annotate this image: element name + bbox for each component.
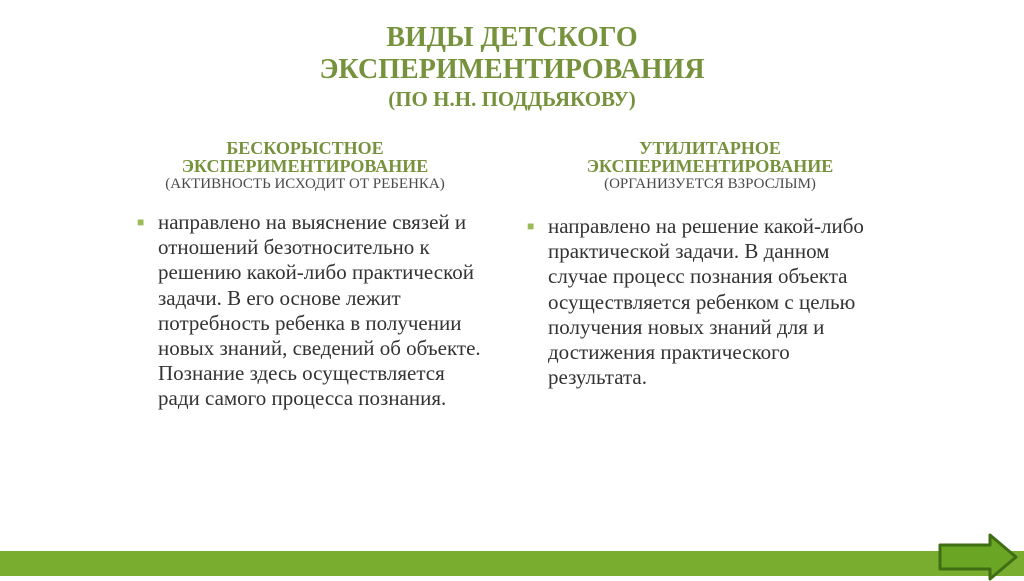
left-column-heading bbox=[130, 139, 480, 193]
left-bullet-text: направлено на выяснение связей и отношений безотносительно к решению какой-либо практической задачи. В его основе лежит потребность ребенка в получении новых знаний, сведений об объекте. Познание здесь осуществляется ради самого процесса познания. bbox=[158, 210, 481, 411]
left-bullet-item bbox=[137, 210, 488, 412]
title-line-2: ЭКСПЕРИМЕНТИРОВАНИЯ bbox=[319, 54, 705, 85]
right-heading-line-2: ЭКСПЕРИМЕНТИРОВАНИЕ bbox=[586, 156, 834, 176]
right-bullet-item bbox=[527, 214, 893, 390]
arrow-right-icon[interactable] bbox=[938, 533, 1018, 581]
footer-bar bbox=[0, 551, 1024, 576]
right-column-heading bbox=[520, 139, 900, 193]
left-heading-line-1: БЕСКОРЫСТНОЕ bbox=[226, 138, 384, 158]
right-heading-note: (ОРГАНИЗУЕТСЯ ВЗРОСЛЫМ) bbox=[604, 176, 816, 192]
square-bullet-icon: ■ bbox=[137, 215, 145, 229]
left-heading-line-2: ЭКСПЕРИМЕНТИРОВАНИЕ bbox=[181, 156, 429, 176]
slide-title bbox=[0, 22, 1024, 112]
right-heading-line-1: УТИЛИТАРНОЕ bbox=[639, 138, 781, 158]
right-bullet-text: направлено на решение какой-либо практической задачи. В данном случае процесс познания объекта осуществляется ребенком с целью получения новых знаний для и достижения практического результата. bbox=[548, 214, 864, 390]
square-bullet-icon: ■ bbox=[527, 219, 535, 233]
title-subtitle: (ПО Н.Н. ПОДДЬЯКОВУ) bbox=[388, 87, 636, 111]
title-line-1: ВИДЫ ДЕТСКОГО bbox=[386, 22, 638, 53]
left-heading-note: (АКТИВНОСТЬ ИСХОДИТ ОТ РЕБЕНКА) bbox=[165, 176, 445, 192]
